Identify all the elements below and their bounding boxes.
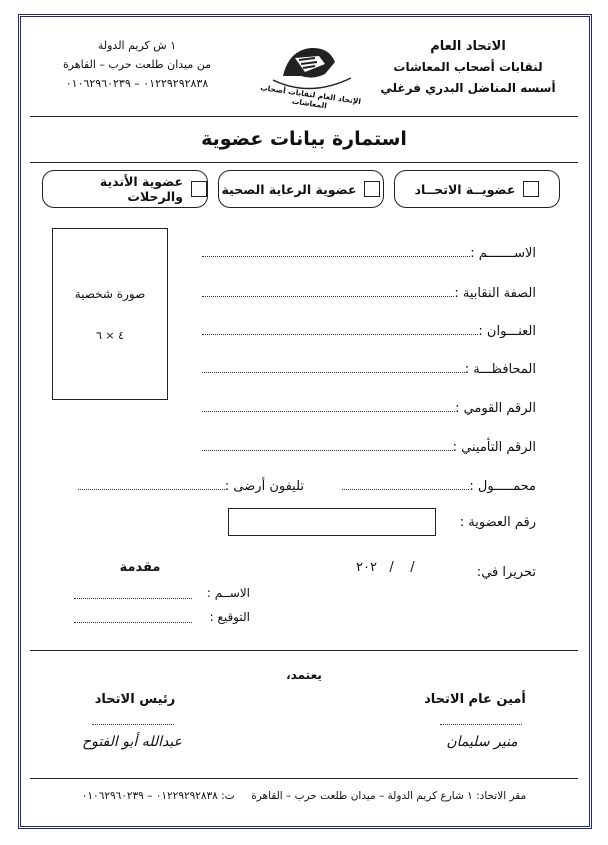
approval-divider bbox=[30, 650, 578, 651]
union-name-line2: لنقابات أصحاب المعاشات bbox=[393, 60, 543, 74]
photo-size: ٤ × ٦ bbox=[95, 329, 125, 342]
title-divider bbox=[30, 162, 578, 163]
landline-label: تليفون أرضى : bbox=[224, 479, 304, 494]
presenter-title: مقدمة bbox=[119, 560, 161, 575]
membership-number-input[interactable] bbox=[228, 508, 436, 536]
union-membership-checkbox[interactable] bbox=[523, 181, 539, 197]
secretary-signature-line bbox=[440, 714, 522, 725]
approved-label: يعتمد، bbox=[286, 668, 322, 682]
national-id-label: الرقم القومي : bbox=[455, 401, 536, 416]
logo-caption: الإتحاد العام لنقابات أصحاب المعاشات bbox=[259, 83, 362, 111]
health-membership-checkbox[interactable] bbox=[364, 181, 380, 197]
president-signature-line bbox=[92, 714, 174, 725]
membership-option-health[interactable] bbox=[218, 170, 384, 208]
presenter-signature-line[interactable] bbox=[74, 612, 192, 623]
union-title-label: الصفة النقابية : bbox=[454, 286, 536, 301]
national-id-field[interactable] bbox=[196, 399, 536, 416]
mobile-field[interactable] bbox=[336, 477, 536, 494]
presenter-name-label: الاســم : bbox=[206, 586, 250, 600]
insurance-number-field[interactable] bbox=[196, 438, 536, 455]
membership-number-label: رقم العضوية : bbox=[459, 515, 536, 530]
health-membership-label: عضوية الرعاية الصحية bbox=[221, 181, 357, 197]
clubs-membership-label: عضوية الأندية والرحلات bbox=[99, 174, 183, 204]
president-signature: عبدالله أبو الفتوح bbox=[82, 734, 182, 750]
governorate-label: المحافظـــة : bbox=[464, 362, 536, 377]
address-field[interactable] bbox=[196, 322, 536, 339]
president-title: رئيس الاتحاد bbox=[94, 692, 176, 707]
date-template: / / ٢٠٢ bbox=[356, 560, 415, 575]
membership-option-union[interactable] bbox=[394, 170, 560, 208]
landline-field[interactable] bbox=[72, 477, 304, 494]
address-line2: من ميدان طلعت حرب – القاهرة bbox=[62, 58, 212, 71]
union-founder-line: أسسه المناضل البدري فرغلي bbox=[380, 81, 556, 95]
mobile-label: محمـــــول : bbox=[469, 479, 536, 494]
photo-label: صورة شخصية bbox=[74, 287, 146, 301]
presenter-name-line[interactable] bbox=[74, 588, 192, 599]
form-title: استمارة بيانات عضوية bbox=[201, 128, 407, 150]
name-label: الاســـــــم : bbox=[470, 246, 536, 261]
presenter-signature-label: التوقيع : bbox=[209, 610, 250, 624]
union-membership-label: عضويــة الاتحــاد bbox=[414, 181, 516, 197]
address-phones: ٠١٢٢٩٢٩٢٨٣٨ – ٠١٠٦٢٩٦٠٢٣٩ bbox=[65, 77, 209, 90]
photo-box bbox=[52, 228, 168, 400]
header-divider bbox=[30, 116, 578, 117]
address-label: العنـــوان : bbox=[478, 324, 536, 339]
insurance-number-label: الرقم التأميني : bbox=[452, 440, 536, 455]
clubs-membership-checkbox[interactable] bbox=[191, 181, 207, 197]
footer-address: مقر الاتحاد: ١ شارع كريم الدولة – ميدان طلعت حرب – القاهرة ت: ٠١٢٢٩٢٩٢٨٣٨ – ٠١٠٦٢٩٦٠٢٣٩ bbox=[81, 790, 527, 802]
address-line1: ١ ش كريم الدولة bbox=[97, 39, 177, 52]
membership-option-clubs[interactable] bbox=[42, 170, 208, 208]
union-name-line1: الاتحاد العام bbox=[430, 39, 506, 54]
union-title-field[interactable] bbox=[196, 284, 536, 301]
secretary-signature: منير سليمان bbox=[446, 734, 518, 750]
name-field[interactable] bbox=[196, 244, 536, 261]
governorate-field[interactable] bbox=[196, 360, 536, 377]
secretary-title: أمين عام الاتحاد bbox=[424, 692, 526, 707]
dated-label: تحريرا في: bbox=[476, 565, 536, 580]
footer-divider bbox=[30, 778, 578, 779]
union-address-block bbox=[32, 36, 242, 93]
union-name-block bbox=[368, 36, 568, 99]
